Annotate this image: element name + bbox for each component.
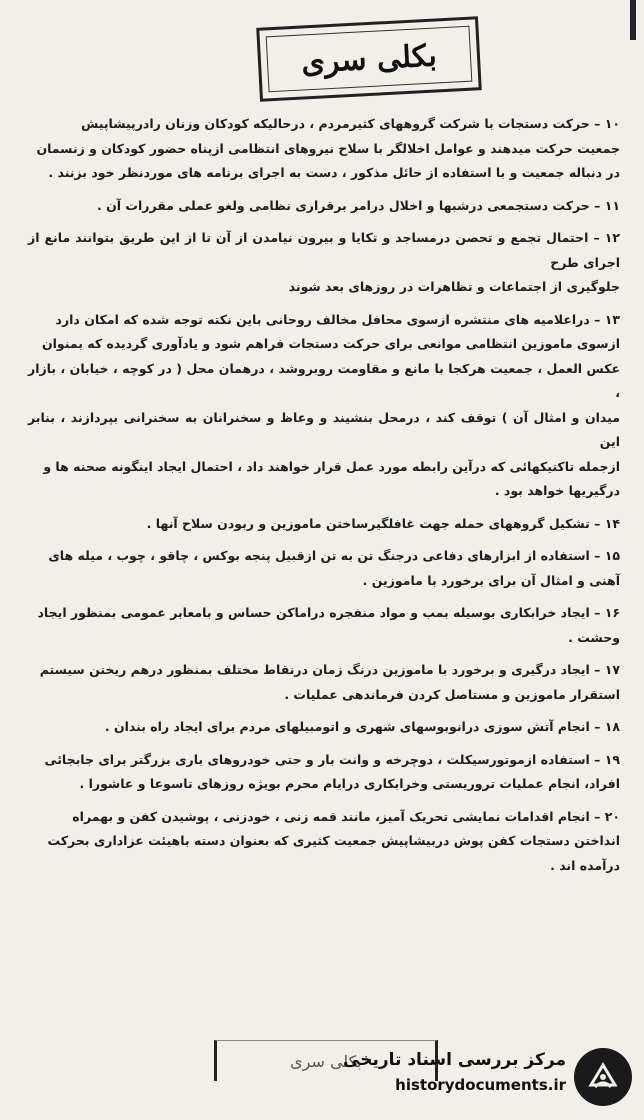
text-line: ازسوی ماموزین انتظامی موانعی برای حرکت دستجات فراهم شود و یادآوری گردیده که بمنوان [41,336,620,351]
text-line: ۲۰ – انجام اقدامات نمایشی تحریک آمیز، مانند قمه زنی ، خودزنی ، پوشیدن کفن و بهمراه [72,808,620,824]
text-line: استقرار ماموزین و مستاصل کردن فرماندهی عملیات . [284,686,620,702]
watermark [343,1044,632,1106]
text-line: ۱۹ – استفاده ازموتورسیکلت ، دوچرخه و وانت بار و حتی خودروهای باری بزرگتر برای جابجائی [44,751,620,767]
text-line: میدان و امثال آن ) توقف کند ، درمحل بنشیند و وعاظ و سخنرانان به سخنرانی بپردازند ، بنابر این [28,409,620,449]
paragraph [28,308,620,504]
stamp-text: بکلی سری [300,37,438,81]
text-line: ۱۲ – احتمال تجمع و تحصن درمساجد و تکایا و بیرون نیامدن از آن تا از این طریق بتوانند مانع از اجرای طرح [28,230,620,270]
text-line: ۱۴ – تشکیل گروههای حمله جهت غافلگیرساختن ماموزین و ربودن سلاح آنها . [146,515,620,531]
classification-stamp [256,16,482,102]
text-line: ۱۶ – ایجاد خرابکاری بوسیله بمب و مواد منفجره دراماکن حساس و بامعابر عمومی بمنظور ایجاد [37,605,620,620]
edge-mark [630,0,636,40]
document-body [28,112,620,886]
text-line: ۱۱ – حرکت دستجمعی درشبها و اخلال درامر برقراری نظامی ولغو عملی مقررات آن . [97,197,620,213]
paragraph [28,226,620,300]
text-line: ۱۷ – ایجاد درگیری و برخورد با ماموزین درنگ زمان درنقاط مختلف بمنظور درهم ریختن سیستم [39,662,620,677]
watermark-title: مرکز بررسی اسناد تاریخی [343,1050,566,1070]
archive-logo-icon [574,1048,632,1106]
text-line: ۱۳ – دراعلامیه های منتشره ازسوی محافل مخالف روحانی باین نکته توجه شده که امکان دارد [55,311,620,327]
paragraph [28,748,620,797]
text-line: ۱۰ – حرکت دستجات با شرکت گروههای کثیرمردم ، درحالیکه کودکان وزنان رادرپیشاپیش [81,116,620,131]
text-line: وحشت . [568,629,620,645]
text-line: ۱۸ – انجام آتش سوزی درانوبوسهای شهری و اتومبیلهای مردم برای ایجاد راه بندان . [104,719,620,734]
text-line: آهنی و امثال آن برای برخورد با ماموزین . [362,572,620,588]
text-line: انداختن دستجات کفن پوش دربیشاپیش جمعیت کثیری که بعنوان دسته باهیئت عزاداری بحرکت [47,833,620,848]
paragraph [28,112,620,186]
paragraph [28,715,620,740]
text-line: عکس العمل ، جمعیت هرکجا با مانع و مقاومت روبروشد ، درهمان محل ( در کوچه ، خیابان ، بازار ، [28,360,620,400]
text-line: درگیریها خواهد بود . [494,483,620,498]
text-line: درآمده اند . [550,857,620,873]
paragraph [28,512,620,537]
paragraph [28,601,620,650]
text-line: جلوگیری از اجتماعات و تظاهرات در روزهای بعد شوند [288,279,620,294]
text-line: جمعیت حرکت میدهند و عوامل اخلالگر با سلاح نیروهای انتظامی ازپناه حضور کودکان و زنسمان [36,140,620,156]
paragraph [28,544,620,593]
watermark-url: historydocuments.ir [395,1076,566,1094]
paragraph [28,805,620,879]
text-line: افراد، انجام عملیات تروریستی وخرابکاری درایام محرم بویژه روزهای تاسوعا و عاشورا . [79,776,620,791]
paragraph [28,194,620,219]
text-line: در دنباله جمعیت و با استفاده از حائل مذکور ، دست به اجرای برنامه های موردنظر خود بزنند . [48,165,620,180]
bottom-stamp-text: بکلی سری [290,1051,362,1071]
text-line: ۱۵ – استفاده از ابزارهای دفاعی درجنگ تن به تن ازقبیل پنجه بوکس ، چاقو ، چوب ، میله های [48,548,620,563]
paragraph [28,658,620,707]
text-line: ازجمله تاکتیکهائی که درآین رابطه مورد عمل قرار خواهند داد ، احتمال ایجاد اینگونه صحنه ها و [43,458,620,474]
